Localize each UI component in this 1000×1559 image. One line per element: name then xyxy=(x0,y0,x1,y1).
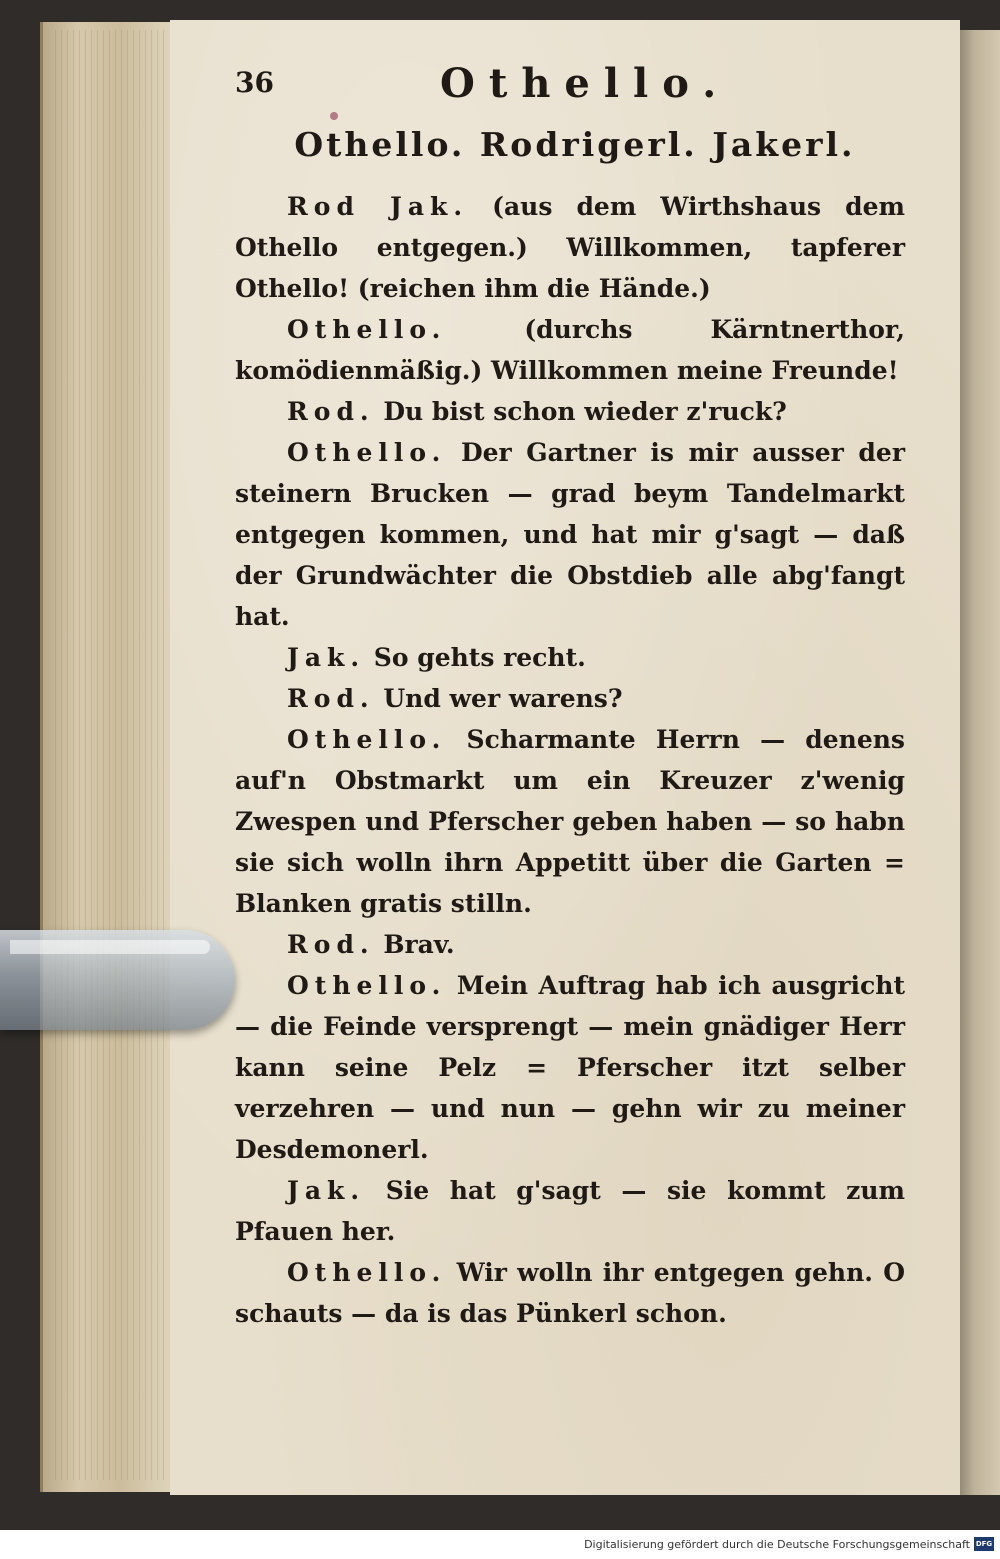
dialogue-text: (aus dem Wirthshaus dem Othello entgegen.) Willkommen, tapferer Othello! (reichen ihm die Hände.) xyxy=(235,192,905,303)
dialogue-paragraph xyxy=(235,637,905,678)
page-header xyxy=(235,60,905,120)
speaker-name: Othello. xyxy=(287,971,447,1000)
page-number: 36 xyxy=(235,66,274,99)
speaker-name: Jak. xyxy=(287,1176,366,1205)
scene-heading: Othello. Rodrigerl. Jakerl. xyxy=(294,125,856,164)
dialogue-text: (durchs Kärntnerthor, komödienmäßig.) Willkommen meine Freunde! xyxy=(235,315,905,385)
dialogue-paragraph xyxy=(235,186,905,309)
speaker-name: Rod. xyxy=(287,397,375,426)
dialogue-paragraph xyxy=(235,1170,905,1252)
speaker-name: Othello. xyxy=(287,438,447,467)
dialogue-text: So gehts recht. xyxy=(373,643,586,672)
dialogue-text: Mein Auftrag hab ich ausgricht — die Feinde versprengt — mein gnädiger Herr kann seine Pelz = Pferscher itzt selber verzehren — und nun — gehn wir zu meiner Desdemonerl. xyxy=(235,971,905,1164)
page-content xyxy=(235,60,905,1334)
speaker-name: Othello. xyxy=(287,725,447,754)
facing-page-edge xyxy=(958,30,1000,1495)
running-title: Othello. xyxy=(440,60,731,107)
speaker-name: Rod. xyxy=(287,930,375,959)
funding-credit: Digitalisierung gefördert durch die Deutsche Forschungsgemeinschaft xyxy=(584,1538,970,1551)
digitization-footer xyxy=(0,1530,1000,1559)
dialogue-text: Brav. xyxy=(383,930,455,959)
glass-weight-highlight xyxy=(10,940,210,954)
speaker-name: Jak. xyxy=(287,643,366,672)
dialogue-text: Scharmante Herrn — denens auf'n Obstmarkt um ein Kreuzer z'wenig Zwespen und Pferscher geben haben — so habn sie sich wolln ihrn Appetitt über die Garten = Blanken gratis stilln. xyxy=(235,725,905,918)
dfg-logo-icon: DFG xyxy=(974,1537,994,1551)
dialogue-paragraph xyxy=(235,1252,905,1334)
dialogue-paragraph xyxy=(235,719,905,924)
dialogue-text: Wir wolln ihr entgegen gehn. O schauts — da is das Pünkerl schon. xyxy=(235,1258,905,1328)
speaker-name: Rod. xyxy=(287,684,375,713)
dialogue-text: Und wer warens? xyxy=(383,684,623,713)
dialogue-paragraph xyxy=(235,924,905,965)
speaker-name: Othello. xyxy=(287,315,447,344)
dialogue-paragraph xyxy=(235,309,905,391)
dialogue-paragraph xyxy=(235,391,905,432)
dialogue-text: Der Gartner is mir ausser der steinern Brucken — grad beym Tandelmarkt entgegen kommen, und hat mir g'sagt — daß der Grundwächter die Obstdieb alle abg'fangt hat. xyxy=(235,438,905,631)
dialogue-text: Du bist schon wieder z'ruck? xyxy=(383,397,787,426)
speaker-name: Othello. xyxy=(287,1258,447,1287)
page-stack-edges xyxy=(55,30,165,1480)
dialogue-paragraph xyxy=(235,965,905,1170)
dialogue-text: Sie hat g'sagt — sie kommt zum Pfauen her. xyxy=(235,1176,905,1246)
speaker-name: Rod Jak. xyxy=(287,192,469,221)
dialogue-paragraph xyxy=(235,432,905,637)
dialogue-paragraph xyxy=(235,678,905,719)
